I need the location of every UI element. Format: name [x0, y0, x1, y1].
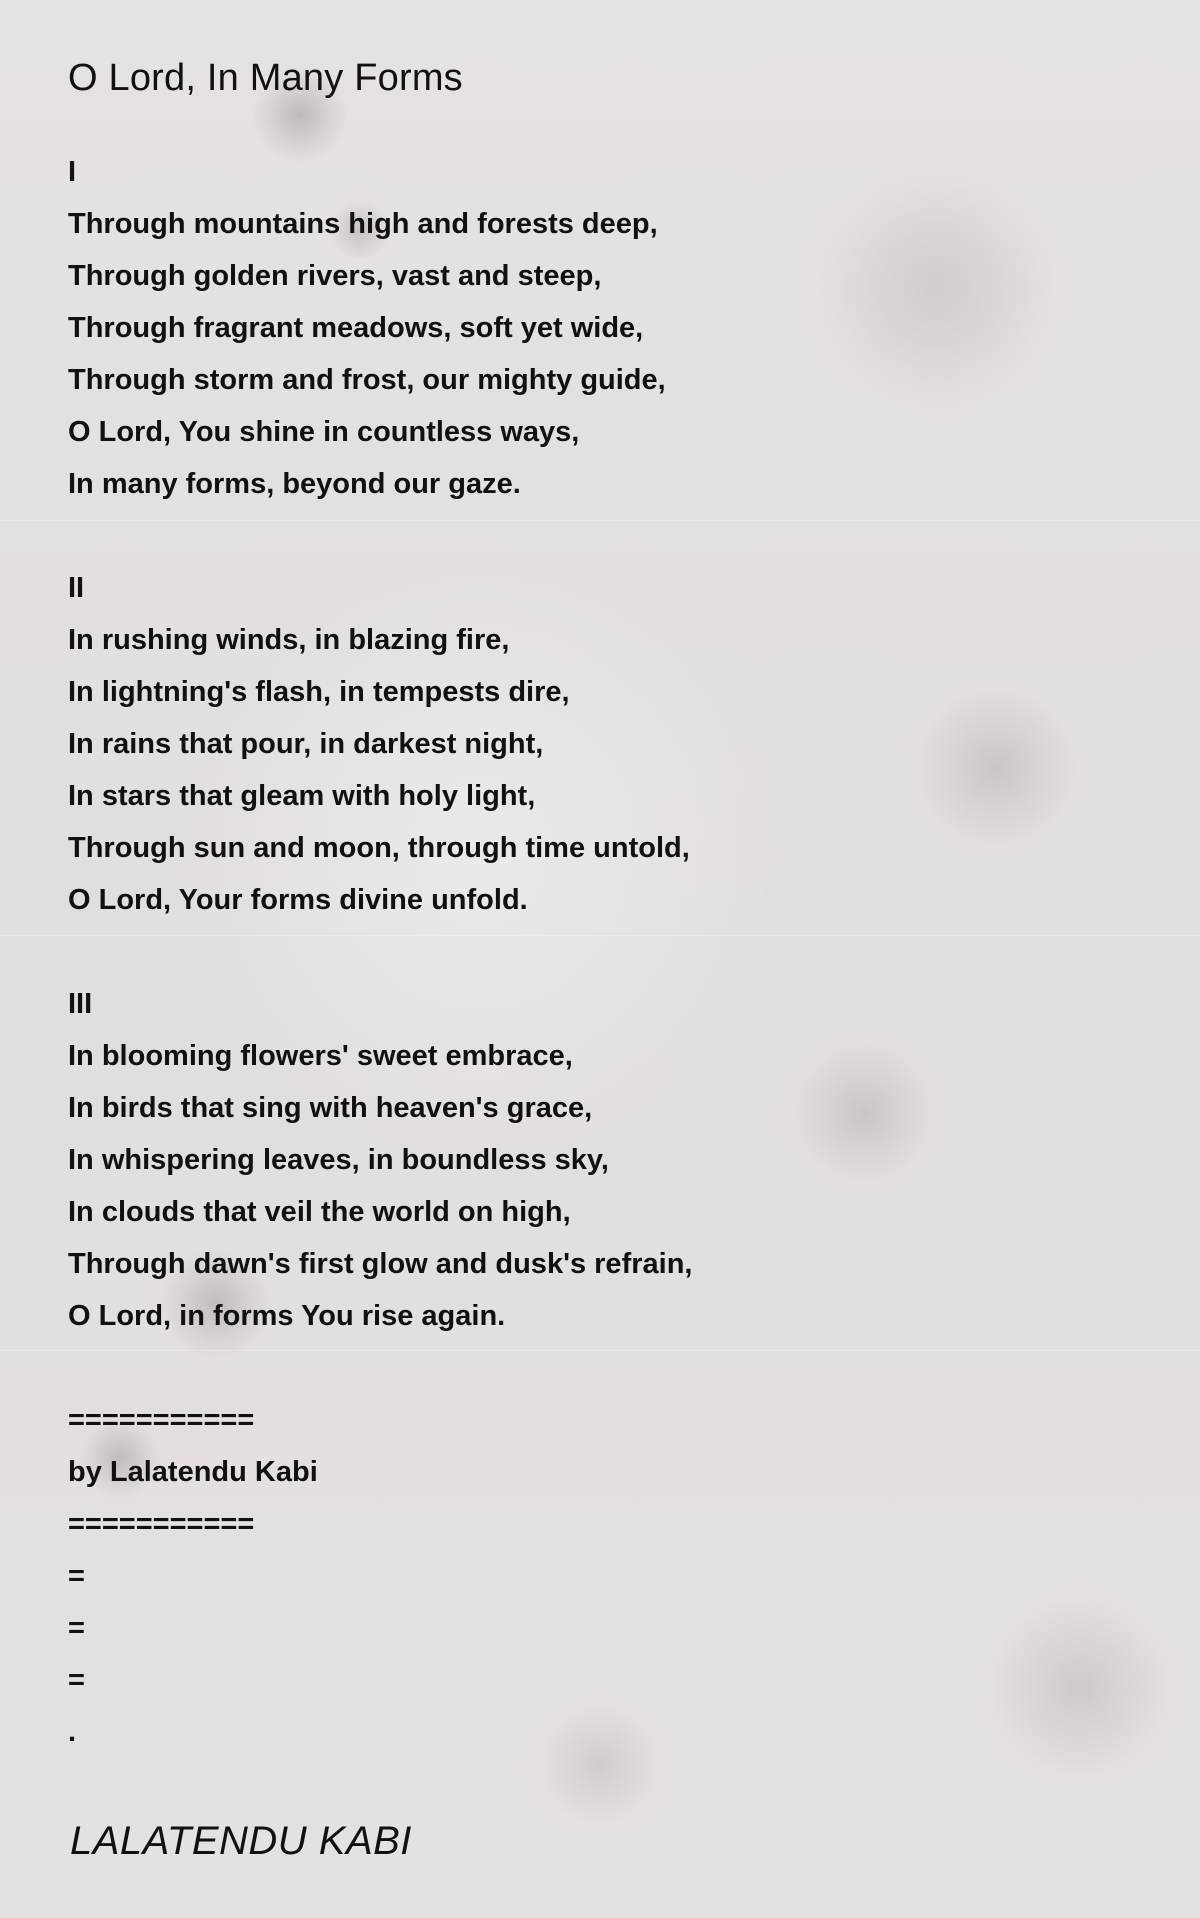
poem-line: Through dawn's first glow and dusk's refrain, — [68, 1248, 693, 1280]
poem-line: In clouds that veil the world on high, — [68, 1196, 571, 1228]
footer-mark: = — [68, 1612, 85, 1644]
stanza-gap — [68, 1342, 1148, 1394]
poem-line: In whispering leaves, in boundless sky, — [68, 1144, 609, 1176]
poem-line: O Lord, You shine in countless ways, — [68, 416, 580, 448]
poem-line: In many forms, beyond our gaze. — [68, 468, 521, 500]
stanza-1 — [68, 146, 1148, 510]
poem-line: Through storm and frost, our mighty guide, — [68, 364, 666, 396]
separator-bottom: =========== — [68, 1508, 255, 1540]
poem — [68, 48, 1148, 1758]
author-signature: LALATENDU KABI — [70, 1819, 412, 1863]
poem-footer — [68, 1394, 1148, 1758]
poem-line: In rains that pour, in darkest night, — [68, 728, 544, 760]
stanza-numeral: II — [68, 572, 85, 604]
byline: by Lalatendu Kabi — [68, 1456, 318, 1488]
footer-mark: = — [68, 1664, 85, 1696]
stanza-numeral: I — [68, 156, 77, 188]
poem-line: In birds that sing with heaven's grace, — [68, 1092, 593, 1124]
poem-line: O Lord, in forms You rise again. — [68, 1300, 506, 1332]
poem-line: In stars that gleam with holy light, — [68, 780, 536, 812]
poem-line: Through mountains high and forests deep, — [68, 208, 658, 240]
poem-body — [68, 146, 1148, 1758]
separator-top: =========== — [68, 1404, 255, 1436]
stanza-gap — [68, 926, 1148, 978]
poem-line: In blooming flowers' sweet embrace, — [68, 1040, 573, 1072]
stanza-3 — [68, 978, 1148, 1342]
footer-mark: = — [68, 1560, 85, 1592]
footer-mark: . — [68, 1716, 77, 1748]
poem-line: Through fragrant meadows, soft yet wide, — [68, 312, 644, 344]
stanza-gap — [68, 510, 1148, 562]
poem-line: In rushing winds, in blazing fire, — [68, 624, 510, 656]
poem-title: O Lord, In Many Forms — [68, 57, 463, 99]
poem-line: Through sun and moon, through time untold, — [68, 832, 690, 864]
stanza-numeral: III — [68, 988, 93, 1020]
poem-line: Through golden rivers, vast and steep, — [68, 260, 602, 292]
stanza-2 — [68, 562, 1148, 926]
poem-line: In lightning's flash, in tempests dire, — [68, 676, 570, 708]
poem-line: O Lord, Your forms divine unfold. — [68, 884, 528, 916]
